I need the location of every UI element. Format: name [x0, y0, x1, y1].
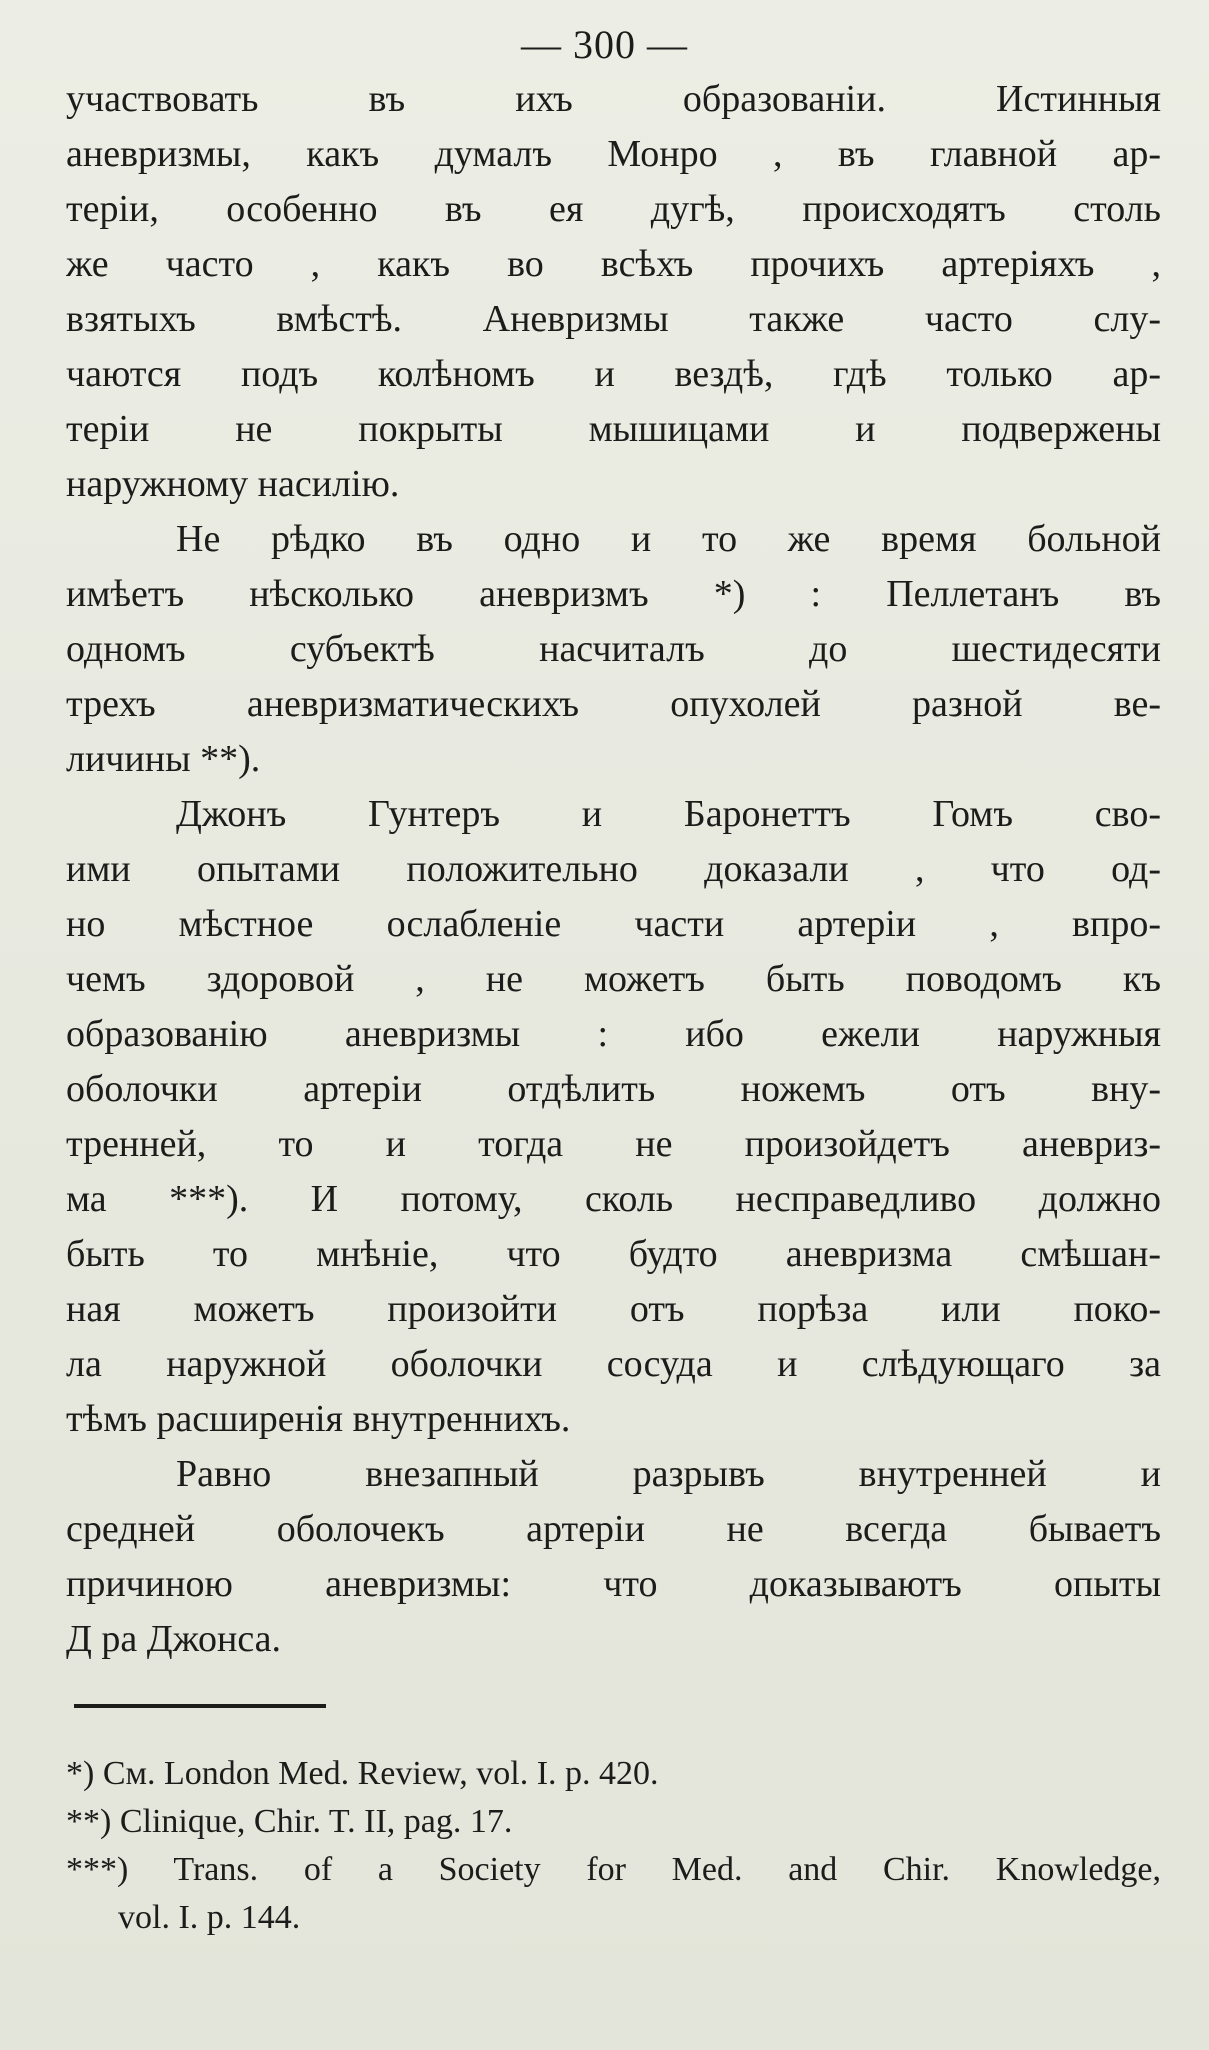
page-number: — 300 —: [521, 22, 688, 67]
text-line: аневризмы, какъ думалъ Монро , въ главной ар-: [66, 133, 1161, 175]
text-line: одномъ субъектѣ насчиталъ до шестидесяти: [66, 628, 1161, 670]
footnotes: [66, 1750, 1161, 1942]
text-line: Джонъ Гунтеръ и Баронеттъ Гомъ сво-: [176, 793, 1161, 835]
text-line: ная можетъ произойти отъ порѣза или поко-: [66, 1288, 1161, 1330]
text-line: оболочки артеріи отдѣлить ножемъ отъ вну-: [66, 1068, 1161, 1110]
paragraph-3: [66, 787, 1161, 1447]
text-line: ими опытами положительно доказали , что од-: [66, 848, 1161, 890]
paragraph-4: [66, 1447, 1161, 1667]
text-line: тѣмъ расширенія внутреннихъ.: [66, 1398, 571, 1440]
text-line: трехъ аневризматическихъ опухолей разной ве-: [66, 683, 1161, 725]
text-line: Равно внезапный разрывъ внутренней и: [176, 1453, 1161, 1495]
body-text: [66, 72, 1161, 1667]
text-line: средней оболочекъ артеріи не всегда бываетъ: [66, 1508, 1161, 1550]
footnote-divider: [74, 1704, 326, 1708]
text-line: теріи не покрыты мышицами и подвержены: [66, 408, 1161, 450]
text-line: причиною аневризмы: что доказываютъ опыты: [66, 1563, 1161, 1605]
text-line: участвовать въ ихъ образованіи. Истинныя: [66, 78, 1161, 120]
text-line: имѣетъ нѣсколько аневризмъ *) : Пеллетанъ въ: [66, 573, 1161, 615]
text-line: ла наружной оболочки сосуда и слѣдующаго за: [66, 1343, 1161, 1385]
text-line: ма ***). И потому, сколь несправедливо должно: [66, 1178, 1161, 1220]
text-line: взятыхъ вмѣстѣ. Аневризмы также часто слу-: [66, 298, 1161, 340]
text-line: чемъ здоровой , не можетъ быть поводомъ къ: [66, 958, 1161, 1000]
footnote-3-continuation: vol. I. p. 144.: [118, 1899, 301, 1936]
text-line: быть то мнѣніе, что будто аневризма смѣшан-: [66, 1233, 1161, 1275]
footnote-2: **) Clinique, Chir. T. II, pag. 17.: [66, 1803, 513, 1840]
paragraph-1: [66, 72, 1161, 512]
footnote-1: *) См. London Med. Review, vol. I. p. 420.: [66, 1755, 659, 1792]
text-line: образованію аневризмы : ибо ежели наружныя: [66, 1013, 1161, 1055]
paragraph-2: [66, 512, 1161, 787]
text-line: но мѣстное ослабленіе части артеріи , впро-: [66, 903, 1161, 945]
text-line: личины **).: [66, 738, 261, 780]
text-line: Не рѣдко въ одно и то же время больной: [176, 518, 1161, 560]
text-line: Д ра Джонса.: [66, 1618, 282, 1660]
footnote-3: ***) Trans. of a Society for Med. and Chir. Knowledge,: [66, 1851, 1161, 1888]
text-line: чаются подъ колѣномъ и вездѣ, гдѣ только ар-: [66, 353, 1161, 395]
text-line: тренней, то и тогда не произойдетъ аневриз-: [66, 1123, 1161, 1165]
text-line: наружному насилію.: [66, 463, 400, 505]
text-line: теріи, особенно въ ея дугѣ, происходятъ столь: [66, 188, 1161, 230]
text-line: же часто , какъ во всѣхъ прочихъ артеріяхъ ,: [66, 243, 1161, 285]
